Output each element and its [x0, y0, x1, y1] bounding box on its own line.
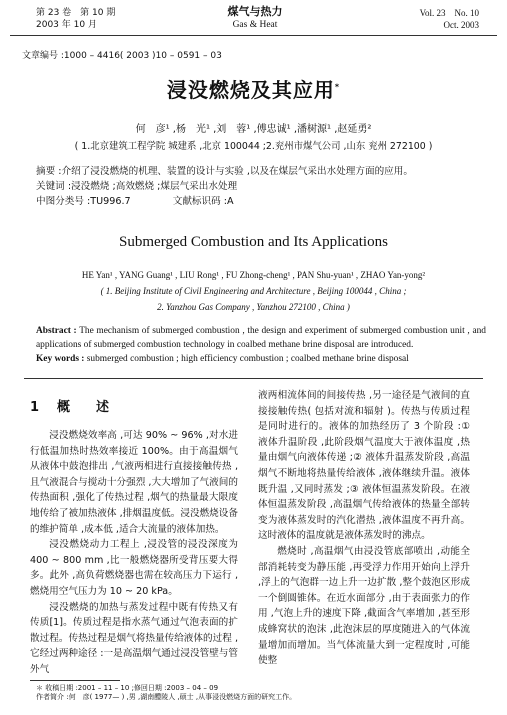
header-rule — [10, 35, 497, 36]
keywords-cn-text: 浸没燃烧 ;高效燃烧 ;煤层气采出水处理 — [71, 181, 238, 192]
keywords-en-line — [36, 352, 486, 366]
footnote-received: ＊ 收稿日期 :2001 – 11 – 10 ;修回日期 :2003 – 04 – 09 — [36, 684, 219, 692]
affiliation-en-1: ( 1. Beijing Institute of Civil Engineering and Architecture , Beijing 100044 , China ; — [100, 286, 407, 296]
date-en: Oct. 2003 — [443, 20, 479, 30]
abstract-cn-text: 介绍了浸没燃烧的机理、装置的设计与实验 ,以及在煤层气采出水处理方面的应用。 — [61, 166, 413, 177]
keywords-cn-line — [36, 179, 486, 194]
left-paragraph-1: 浸没燃烧效率高 ,可达 90% ~ 96% ,对水进行低温加热时热效率接近 100%。由于高温烟气从液体中鼓泡排出 ,气液两相进行直接接触传热 ,且气液混合与搅动十分强烈 ,大大增加了气液间的传热面积 ,强化了传热过程 ,烟气的热量最大限度地传给了被加热液体 ,排烟温度低。浸没燃烧设备的维护简单 ,成本低 ,适合大流量的液体加热。 — [30, 430, 238, 535]
abstract-cn-line — [36, 164, 486, 179]
issue-date: 2003 年 10 月 — [36, 20, 97, 30]
footnote-author-bio: 作者简介 :何 彦( 1977— ) ,男 ,湖南醴陵人 ,硕士 ,从事浸没燃烧方面的研究工作。 — [36, 693, 297, 701]
right-column — [258, 388, 470, 669]
left-paragraph-3: 浸没燃烧的加热与蒸发过程中既有传热又有传质[1]。传质过程是指水蒸气通过气泡表面的扩散过程。传热过程是烟气将热量传给液体的过程 ,它经过两种途径 :一是高温烟气通过浸没管壁与管外气 — [30, 601, 238, 675]
abstract-en-paragraph — [36, 324, 486, 352]
abstract-cn — [36, 164, 486, 209]
affiliation-en-2: 2. Yanzhou Gas Company , Yanzhou 272100 , China ) — [157, 302, 350, 312]
classification-label: 中图分类号 : — [36, 196, 91, 207]
journal-name-cn: 煤气与热力 — [227, 5, 283, 18]
left-column — [30, 428, 238, 678]
section-number: 1 — [30, 400, 40, 415]
keywords-cn-label: 关键词 : — [36, 181, 72, 192]
classification-line — [36, 194, 486, 209]
abstract-en-text: The mechanism of submerged combustion , the design and experiment of submerged combustion unit , and applications of submerged combustion technology in coalbed methane brine disposal are introduced. — [36, 326, 486, 350]
classification-code: TU996.7 — [90, 196, 131, 207]
authors-en: HE Yan¹ , YANG Guang¹ , LIU Rong¹ , FU Zhong-cheng¹ , PAN Shu-yuan¹ , ZHAO Yan-yong² — [81, 270, 426, 280]
abstract-rule — [24, 378, 483, 379]
footnote — [36, 684, 296, 702]
left-paragraph-2: 浸没燃烧动力工程上 ,浸没管的浸没深度为 400 ~ 800 mm ,比一般燃烧器所受背压要大得多。此外 ,高负荷燃烧器也需在较高压力下运行 ,燃烧用空气压力为 10 ~ 20 kPa。 — [30, 539, 238, 597]
abstract-en-label: Abstract : — [36, 326, 77, 336]
authors-cn: 何 彦¹ ,杨 光¹ ,刘 蓉¹ ,傅忠诚¹ ,潘树源¹ ,赵延勇² — [135, 124, 372, 135]
section-heading — [30, 396, 109, 415]
affiliation-cn: ( 1.北京建筑工程学院 城建系 ,北京 100044 ;2.兖州市煤气公司 ,山东 兖州 272100 ) — [74, 141, 433, 152]
section-title: 概 述 — [57, 400, 110, 415]
volume-issue: 第 23 卷 第 10 期 — [36, 8, 116, 18]
abstract-en — [36, 324, 486, 366]
title-footnote-mark: * — [334, 82, 341, 92]
title-cn-text: 浸没燃烧及其应用 — [166, 78, 335, 102]
title-cn — [0, 74, 507, 103]
article-number: 文章编号 :1000 – 4416( 2003 )10 – 0591 – 03 — [22, 51, 222, 61]
document-code: A — [227, 196, 234, 207]
volume-number-en: Vol. 23 No. 10 — [419, 8, 479, 18]
right-paragraph-2: 燃烧时 ,高温烟气由浸没管底部喷出 ,动能全部消耗转变为静压能 ,再受浮力作用开始向上浮升 ,浮上的气泡群一边上升一边扩散 ,整个鼓泡区形成一个倒圆锥体。在近水面部分 ,由于表面张力的作用 ,气泡上升的速度下降 ,截面含气率增加 ,甚至形成蜂窝状的泡沫 ,此泡沫层的厚度随进入的气体流量增加而增加。当气体流量大到一定程度时 ,可能使整 — [258, 545, 470, 667]
journal-name-en: Gas & Heat — [232, 20, 278, 30]
keywords-en-label: Key words : — [36, 354, 85, 364]
abstract-cn-label: 摘要 : — [36, 166, 62, 177]
footnote-rule — [30, 680, 120, 681]
keywords-en-text: submerged combustion ; high efficiency combustion ; coalbed methane brine disposal — [86, 354, 409, 364]
document-code-label: 文献标识码 : — [172, 196, 228, 207]
right-paragraph-1: 液两相流体间的间接传热 ,另一途径是气液间的直接接触传热( 包括对流和辐射 )。传热与传质过程是同时进行的。液体的加热经历了 3 个阶段 :① 液体升温阶段 ,此阶段烟气温度大于液体温度 ,热量由烟气向液体传递 ;② 液体升温蒸发阶段 ,高温烟气不断地将热量传给液体 ,液体继续升温。液体既升温 ,又同时蒸发 ;③ 液体恒温蒸发阶段。在液体恒温蒸发阶段 ,高温烟气传给液体的热量全部转变为液体蒸发时的汽化潜热 ,液体温度不再升高。这时液体的温度就是液体蒸发时的沸点。 — [258, 390, 470, 542]
title-en: Submerged Combustion and Its Applications — [119, 234, 388, 250]
